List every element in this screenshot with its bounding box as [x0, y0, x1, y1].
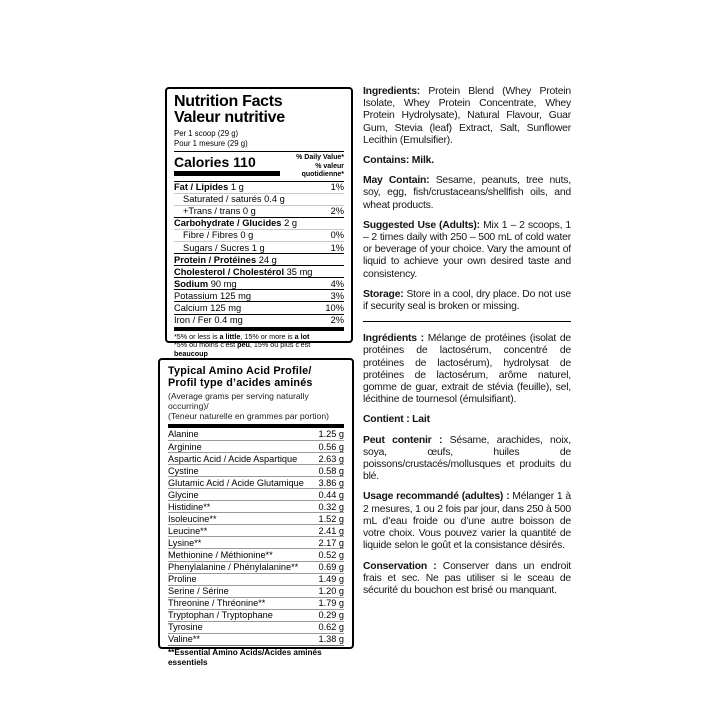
amino-row-isoleucine	[168, 512, 344, 524]
footnote-divider-bar	[174, 327, 344, 331]
amino-row-leucine	[168, 524, 344, 536]
amino-row-cystine	[168, 464, 344, 476]
amino-name: Serine / Sérine	[168, 586, 229, 597]
nutrient-name: Sodium	[174, 278, 209, 289]
amino-subtitle-fr: (Teneur naturelle en grammes par portion)	[168, 411, 329, 421]
amino-row-glycine	[168, 488, 344, 500]
amino-table	[168, 428, 344, 645]
amino-name: Valine**	[168, 634, 201, 645]
amino-row-valine	[168, 633, 344, 645]
nutrient-row-calcium	[174, 301, 344, 313]
calories-underline-bar	[174, 171, 280, 176]
nutrient-name: Fat / Lipides	[174, 182, 229, 193]
amino-name: Histidine**	[168, 501, 211, 512]
amino-row-tyrosine	[168, 621, 344, 633]
amino-row-tryptophan	[168, 609, 344, 621]
serving-size-en: Per 1 scoop (29 g)	[174, 129, 239, 138]
amino-value: 1.79 g	[318, 598, 344, 609]
may-contain-en: May Contain: Sesame, peanuts, tree nuts, soy, egg, fish/crustaceans/shellfish oils, and wheat products.	[363, 175, 571, 211]
nutrient-row-iron	[174, 314, 344, 326]
nutrient-name: Protein / Protéines	[174, 254, 257, 265]
dv-footnote-en: *5% or less is a little, 15% or more is a lot	[174, 331, 310, 341]
nutrient-amount: 125 mg	[210, 302, 242, 313]
amino-value: 2.41 g	[318, 525, 344, 536]
storage-fr: Conservation : Conserver dans un endroit frais et sec. Ne pas utiliser si le sceau de sécurité du bouchon est brisé ou manquant.	[363, 560, 571, 596]
nutrient-name: Sugars / Sucres	[183, 242, 250, 253]
amino-title-fr: Profil type d’acides aminés	[168, 377, 313, 389]
suggested-use-en: Suggested Use (Adults): Mix 1 – 2 scoops, 1 – 2 times daily with 250 – 500 mL of cold water or beverage of your choice. Vary the amount of liquid to achieve your own desired taste and consistency.	[363, 219, 571, 280]
amino-name: Lysine**	[168, 537, 202, 548]
amino-row-threonine	[168, 597, 344, 609]
amino-name: Proline	[168, 574, 197, 585]
amino-footnote: **Essential Amino Acids/Acides aminés essentiels	[168, 645, 344, 669]
language-divider	[363, 321, 571, 322]
amino-row-aspartic-acid	[168, 452, 344, 464]
serving-size-fr: Pour 1 mesure (29 g)	[174, 138, 248, 148]
amino-value: 0.29 g	[318, 610, 344, 621]
calories-value: Calories 110	[174, 154, 256, 170]
nutrient-name: Saturated / saturés	[183, 194, 262, 205]
nutrition-facts-title-en: Nutrition Facts	[174, 93, 283, 110]
nutrient-amount: 0 g	[240, 230, 254, 241]
nutrient-row-protein	[174, 253, 344, 265]
amino-row-lysine	[168, 536, 344, 548]
amino-value: 0.69 g	[318, 562, 344, 573]
amino-row-glutamic-acid	[168, 476, 344, 488]
amino-value: 1.38 g	[318, 634, 344, 645]
nutrient-amount: 125 mg	[220, 290, 252, 301]
amino-name: Threonine / Thréonine**	[168, 598, 266, 609]
nutrient-amount: 0.4 mg	[214, 315, 243, 326]
nutrient-name: Carbohydrate / Glucides	[174, 218, 282, 229]
nutrient-row-sodium	[174, 277, 344, 289]
contains-fr: Contient : Lait	[363, 414, 430, 426]
nutrient-row-potassium	[174, 289, 344, 301]
nutrient-dv: 2%	[330, 315, 344, 326]
dv-footnote-fr: *5% ou moins c’est peu, 15% ou plus c’est beaucoup	[174, 340, 311, 359]
daily-value-header-fr: % valeur quotidienne*	[301, 162, 344, 178]
nutrient-dv: 1%	[330, 182, 344, 193]
ingredients-en: Ingredients: Protein Blend (Whey Protein Isolate, Whey Protein Concentrate, Whey Protein Hydrolysate), Natural Flavour, Guar Gum, Stevia (leaf) Extract, Salt, Sunflower Lecithin (Emulsifier).	[363, 86, 571, 146]
amino-value: 2.17 g	[318, 537, 344, 548]
amino-row-histidine	[168, 500, 344, 512]
amino-value: 0.44 g	[318, 489, 344, 500]
nutrition-facts-panel	[165, 87, 353, 359]
daily-value-header-en: % Daily Value*	[296, 154, 344, 161]
amino-name: Tyrosine	[168, 622, 203, 633]
ingredients-fr: Ingrédients : Mélange de protéines (isolat de protéines de lactosérum, concentré de protéines de lactosérum), hydrolysat de protéines de lactosérum, arôme naturel, gomme de guar, extrait de stévia (feuille), sel, lécithine de tournesol (émulsifiant).	[363, 333, 571, 406]
amino-name: Glycine	[168, 489, 199, 500]
amino-row-methionine	[168, 548, 344, 560]
nutrient-dv: 4%	[330, 278, 344, 289]
calories-row	[174, 151, 344, 180]
nutrient-name: Cholesterol / Cholestérol	[174, 266, 285, 277]
amino-acid-panel	[158, 358, 354, 668]
amino-name: Cystine	[168, 465, 199, 476]
amino-value: 2.63 g	[318, 453, 344, 464]
amino-name: Alanine	[168, 429, 199, 440]
amino-value: 1.49 g	[318, 574, 344, 585]
amino-row-alanine	[168, 428, 344, 440]
amino-name: Isoleucine**	[168, 513, 217, 524]
nutrient-row-carbohydrate	[174, 217, 344, 229]
nutrient-table	[174, 181, 344, 326]
amino-value: 0.52 g	[318, 549, 344, 560]
may-contain-fr: Peut contenir : Sésame, arachides, noix, soya, œufs, huiles de poissons/crustacés/mollusques et produits du blé.	[363, 434, 571, 483]
nutrient-amount: 1 g	[230, 182, 244, 193]
amino-value: 1.25 g	[318, 429, 344, 440]
nutrient-name: Iron / Fer	[174, 315, 212, 326]
amino-row-phenylalanine	[168, 561, 344, 573]
amino-row-serine	[168, 585, 344, 597]
amino-value: 0.62 g	[318, 622, 344, 633]
nutrient-amount: 35 mg	[286, 266, 313, 277]
amino-subtitle-en: (Average grams per serving naturally occurring)/	[168, 391, 309, 411]
nutrient-amount: 2 g	[284, 218, 297, 229]
nutrient-name: Potassium	[174, 290, 218, 301]
amino-name: Methionine / Méthionine**	[168, 549, 273, 560]
amino-value: 0.32 g	[318, 501, 344, 512]
nutrient-dv: 3%	[330, 290, 344, 301]
amino-row-proline	[168, 573, 344, 585]
nutrient-row-saturated	[174, 193, 344, 205]
nutrient-row-sugars	[174, 241, 344, 253]
amino-name: Arginine	[168, 441, 202, 452]
nutrient-dv: 0%	[330, 230, 344, 241]
nutrient-name: Calcium	[174, 302, 208, 313]
suggested-use-fr: Usage recommandé (adultes) : Mélanger 1 à 2 mesures, 1 ou 2 fois par jour, dans 250 à 500 mL d’eau froide ou d’une autre boisson de votre choix. Vous pouvez varier la quantité de liquide selon le goût et la consistance désirés.	[363, 491, 571, 552]
nutrient-name: +Trans / trans	[183, 206, 241, 217]
nutrient-amount: 24 g	[258, 254, 277, 265]
nutrient-row-fibre	[174, 229, 344, 241]
amino-value: 0.58 g	[318, 465, 344, 476]
nutrient-row-cholesterol	[174, 265, 344, 277]
nutrient-row-fat	[174, 181, 344, 193]
amino-name: Glutamic Acid / Acide Glutamique	[168, 477, 304, 488]
amino-value: 0.56 g	[318, 441, 344, 452]
amino-name: Aspartic Acid / Acide Aspartique	[168, 453, 298, 464]
amino-name: Tryptophan / Tryptophane	[168, 610, 273, 621]
nutrient-amount: 1 g	[251, 242, 265, 253]
nutrient-dv: 10%	[325, 302, 344, 313]
nutrient-row-trans	[174, 205, 344, 217]
amino-name: Phenylalanine / Phénylalanine**	[168, 562, 299, 573]
amino-value: 1.52 g	[318, 513, 344, 524]
contains-en: Contains: Milk.	[363, 155, 434, 167]
info-column	[363, 86, 571, 605]
amino-value: 3.86 g	[318, 477, 344, 488]
amino-title-en: Typical Amino Acid Profile/	[168, 365, 312, 377]
amino-row-arginine	[168, 440, 344, 452]
nutrient-amount: 0 g	[242, 206, 256, 217]
amino-value: 1.20 g	[318, 586, 344, 597]
nutrition-facts-title-fr: Valeur nutritive	[174, 109, 285, 126]
nutrient-dv: 1%	[330, 242, 344, 253]
nutrient-dv: 2%	[330, 206, 344, 217]
nutrient-amount: 0.4 g	[264, 194, 285, 205]
amino-name: Leucine**	[168, 525, 208, 536]
nutrient-amount: 90 mg	[210, 278, 237, 289]
storage-en: Storage: Store in a cool, dry place. Do not use if security seal is broken or missing.	[363, 288, 571, 313]
nutrient-name: Fibre / Fibres	[183, 230, 238, 241]
